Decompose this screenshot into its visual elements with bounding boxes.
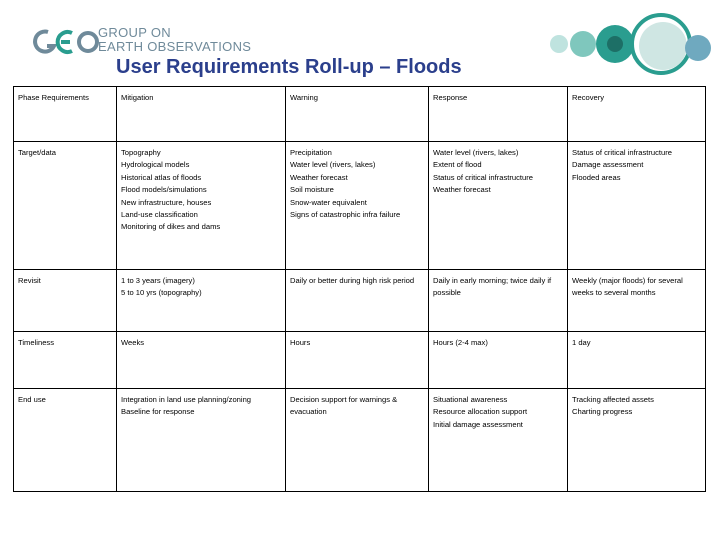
column-header-recovery: Recovery	[568, 87, 706, 142]
table-cell: 1 day	[568, 332, 706, 389]
row-label: Revisit	[14, 270, 117, 332]
row-label: End use	[14, 389, 117, 492]
table-row-revisit	[14, 270, 706, 332]
table-cell: Topography Hydrological models Historical atlas of floods Flood models/simulations New infrastructure, houses Land-use classification Monitoring of dikes and dams	[117, 142, 286, 270]
org-line-1: GROUP ON	[98, 25, 171, 40]
table-cell: 1 to 3 years (imagery) 5 to 10 yrs (topography)	[117, 270, 286, 332]
org-line-2: EARTH OBSERVATIONS	[98, 39, 252, 54]
column-header-mitigation: Mitigation	[117, 87, 286, 142]
header-row	[14, 87, 706, 142]
requirements-table	[13, 86, 706, 492]
table-cell: Water level (rivers, lakes) Extent of flood Status of critical infrastructure Weather forecast	[429, 142, 568, 270]
globe-circles-icon	[545, 8, 715, 80]
table-row-target-data	[14, 142, 706, 270]
table-cell: Integration in land use planning/zoning Baseline for response	[117, 389, 286, 492]
table-cell: Hours (2-4 max)	[429, 332, 568, 389]
column-header-warning: Warning	[286, 87, 429, 142]
table-cell: Situational awareness Resource allocation support Initial damage assessment	[429, 389, 568, 492]
table-cell: Weekly (major floods) for several weeks to several months	[568, 270, 706, 332]
column-header-phase: Phase Requirements	[14, 87, 117, 142]
page-title: User Requirements Roll-up – Floods	[116, 56, 462, 78]
table-row-timeliness	[14, 332, 706, 389]
table-cell: Status of critical infrastructure Damage assessment Flooded areas	[568, 142, 706, 270]
table-row-end-use	[14, 389, 706, 492]
row-label: Target/data	[14, 142, 117, 270]
table-cell: Tracking affected assets Charting progress	[568, 389, 706, 492]
column-header-response: Response	[429, 87, 568, 142]
geo-logo-icon	[30, 22, 100, 62]
table-cell: Precipitation Water level (rivers, lakes) Weather forecast Soil moisture Snow-water equivalent Signs of catastrophic infra failure	[286, 142, 429, 270]
table-cell: Daily or better during high risk period	[286, 270, 429, 332]
organization-name	[98, 26, 251, 54]
row-label: Timeliness	[14, 332, 117, 389]
table-cell: Daily in early morning; twice daily if possible	[429, 270, 568, 332]
table-cell: Decision support for warnings & evacuation	[286, 389, 429, 492]
table-cell: Hours	[286, 332, 429, 389]
table-cell: Weeks	[117, 332, 286, 389]
